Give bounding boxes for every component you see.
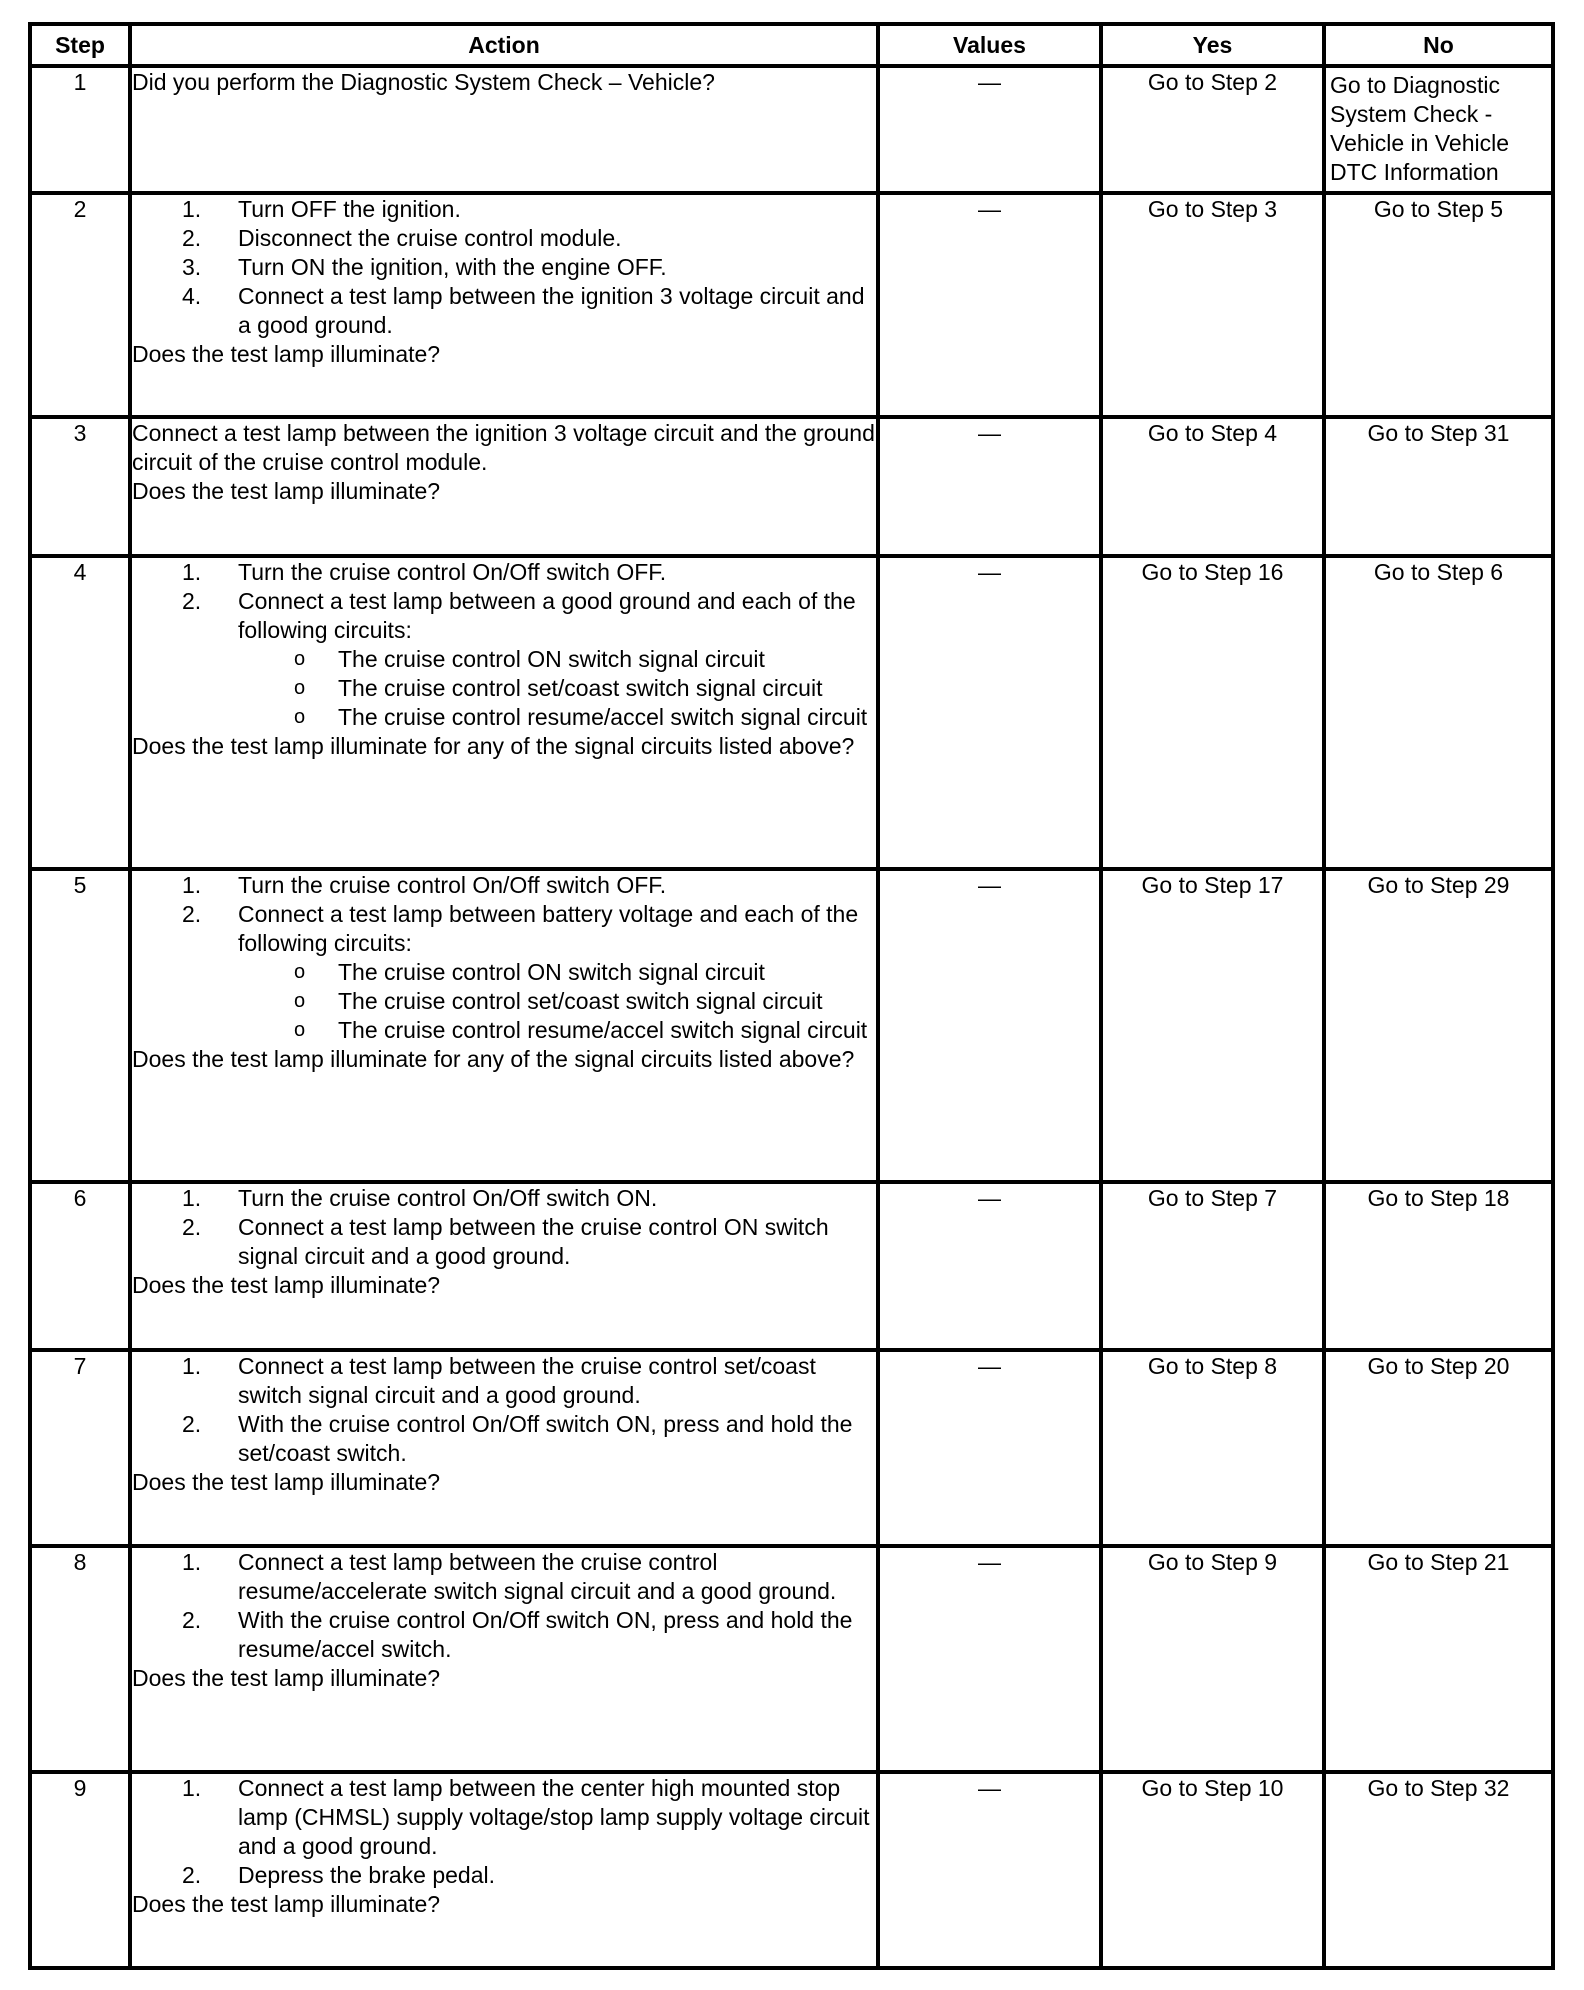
no-link[interactable]: Go to Step 29 [1324, 869, 1553, 1182]
action-cell [130, 556, 878, 869]
action-question: Does the test lamp illuminate for any of the signal circuits listed above? [132, 1046, 855, 1072]
action-steps [132, 195, 876, 340]
no-link[interactable]: Go to Step 5 [1324, 193, 1553, 417]
yes-link[interactable]: Go to Step 10 [1101, 1772, 1324, 1968]
yes-link[interactable]: Go to Step 9 [1101, 1546, 1324, 1772]
action-question: Does the test lamp illuminate? [132, 1665, 441, 1691]
table-row [30, 1350, 1553, 1546]
action-step: 1. Connect a test lamp between the cruise control set/coast switch signal circuit and a good ground. [182, 1353, 816, 1408]
header-no: No [1324, 24, 1553, 66]
no-link[interactable]: Go to Step 31 [1324, 417, 1553, 556]
values-cell: — [878, 556, 1101, 869]
step-number: 4 [30, 556, 130, 869]
action-cell [130, 869, 878, 1182]
action-step: 4. Connect a test lamp between the ignition 3 voltage circuit and a good ground. [182, 283, 865, 338]
diagnostic-table [28, 22, 1555, 1970]
action-intro: Connect a test lamp between the ignition 3 voltage circuit and the ground circuit of the cruise control module. [132, 420, 875, 475]
action-cell [130, 1546, 878, 1772]
action-question: Does the test lamp illuminate? [132, 1469, 441, 1495]
action-question: Does the test lamp illuminate? [132, 1891, 441, 1917]
yes-link[interactable]: Go to Step 4 [1101, 417, 1324, 556]
action-cell [130, 1772, 878, 1968]
action-question: Does the test lamp illuminate? [132, 478, 441, 504]
values-cell: — [878, 1772, 1101, 1968]
step-number: 9 [30, 1772, 130, 1968]
step-number: 3 [30, 417, 130, 556]
step-number: 2 [30, 193, 130, 417]
step-number: 8 [30, 1546, 130, 1772]
circuit-item: o The cruise control resume/accel switch signal circuit [294, 1017, 868, 1043]
no-link[interactable]: Go to Step 32 [1324, 1772, 1553, 1968]
yes-link[interactable]: Go to Step 2 [1101, 66, 1324, 193]
no-link[interactable]: Go to Diagnostic System Check - Vehicle in Vehicle DTC Information [1324, 66, 1553, 193]
action-step: 2. Connect a test lamp between a good ground and each of the following circuits: o The cruise control ON switch signal circuit o The cruise control set/coast switch signal circuit o The cruise control resume/accel switch signal circuit [132, 587, 876, 732]
action-step: 2. With the cruise control On/Off switch ON, press and hold the set/coast switch. [182, 1411, 853, 1466]
action-question: Does the test lamp illuminate? [132, 1272, 441, 1298]
table-row [30, 1182, 1553, 1350]
no-link[interactable]: Go to Step 20 [1324, 1350, 1553, 1546]
action-steps [132, 558, 876, 732]
action-steps [132, 871, 876, 1045]
header-yes: Yes [1101, 24, 1324, 66]
table-row [30, 193, 1553, 417]
action-step: 2. Depress the brake pedal. [182, 1862, 495, 1888]
step-number: 7 [30, 1350, 130, 1546]
circuit-list [238, 645, 876, 732]
circuit-item: o The cruise control ON switch signal circuit [294, 646, 765, 672]
values-cell: — [878, 66, 1101, 193]
circuit-list [238, 958, 876, 1045]
action-step: 1. Turn the cruise control On/Off switch ON. [182, 1185, 658, 1211]
header-action: Action [130, 24, 878, 66]
action-step: 3. Turn ON the ignition, with the engine OFF. [182, 254, 667, 280]
action-cell [130, 417, 878, 556]
values-cell: — [878, 1546, 1101, 1772]
header-values: Values [878, 24, 1101, 66]
values-cell: — [878, 1182, 1101, 1350]
table-row [30, 1772, 1553, 1968]
no-link[interactable]: Go to Step 6 [1324, 556, 1553, 869]
action-cell [130, 66, 878, 193]
values-cell: — [878, 1350, 1101, 1546]
yes-link[interactable]: Go to Step 7 [1101, 1182, 1324, 1350]
header-step: Step [30, 24, 130, 66]
step-number: 6 [30, 1182, 130, 1350]
no-link[interactable]: Go to Step 18 [1324, 1182, 1553, 1350]
action-intro: Did you perform the Diagnostic System Check – Vehicle? [132, 69, 715, 95]
action-step: 2. With the cruise control On/Off switch ON, press and hold the resume/accel switch. [182, 1607, 853, 1662]
action-steps [132, 1774, 876, 1890]
values-cell: — [878, 869, 1101, 1182]
step-number: 1 [30, 66, 130, 193]
circuit-item: o The cruise control resume/accel switch signal circuit [294, 704, 868, 730]
circuit-item: o The cruise control ON switch signal circuit [294, 959, 765, 985]
values-cell: — [878, 417, 1101, 556]
table-row [30, 1546, 1553, 1772]
action-step: 2. Connect a test lamp between the cruise control ON switch signal circuit and a good ground. [182, 1214, 829, 1269]
action-step: 1. Turn OFF the ignition. [182, 196, 461, 222]
action-cell [130, 193, 878, 417]
action-step: 1. Connect a test lamp between the cruise control resume/accelerate switch signal circuit and a good ground. [182, 1549, 837, 1604]
table-row [30, 869, 1553, 1182]
action-question: Does the test lamp illuminate? [132, 341, 441, 367]
action-cell [130, 1350, 878, 1546]
header-row [30, 24, 1553, 66]
action-steps [132, 1352, 876, 1468]
action-step: 1. Turn the cruise control On/Off switch OFF. [182, 872, 667, 898]
values-cell: — [878, 193, 1101, 417]
step-number: 5 [30, 869, 130, 1182]
action-question: Does the test lamp illuminate for any of the signal circuits listed above? [132, 733, 855, 759]
table-row [30, 556, 1553, 869]
action-step: 2. Disconnect the cruise control module. [182, 225, 622, 251]
action-steps [132, 1184, 876, 1271]
action-steps [132, 1548, 876, 1664]
table-row [30, 417, 1553, 556]
action-step: 1. Turn the cruise control On/Off switch OFF. [182, 559, 667, 585]
yes-link[interactable]: Go to Step 3 [1101, 193, 1324, 417]
table-row [30, 66, 1553, 193]
yes-link[interactable]: Go to Step 17 [1101, 869, 1324, 1182]
circuit-item: o The cruise control set/coast switch signal circuit [294, 988, 823, 1014]
yes-link[interactable]: Go to Step 8 [1101, 1350, 1324, 1546]
no-link[interactable]: Go to Step 21 [1324, 1546, 1553, 1772]
action-step: 1. Connect a test lamp between the center high mounted stop lamp (CHMSL) supply voltage/stop lamp supply voltage circuit and a good ground. [182, 1775, 870, 1859]
yes-link[interactable]: Go to Step 16 [1101, 556, 1324, 869]
action-step: 2. Connect a test lamp between battery voltage and each of the following circuits: o The cruise control ON switch signal circuit o The cruise control set/coast switch signal circuit o The cruise control resume/accel switch signal circuit [132, 900, 876, 1045]
action-cell [130, 1182, 878, 1350]
circuit-item: o The cruise control set/coast switch signal circuit [294, 675, 823, 701]
